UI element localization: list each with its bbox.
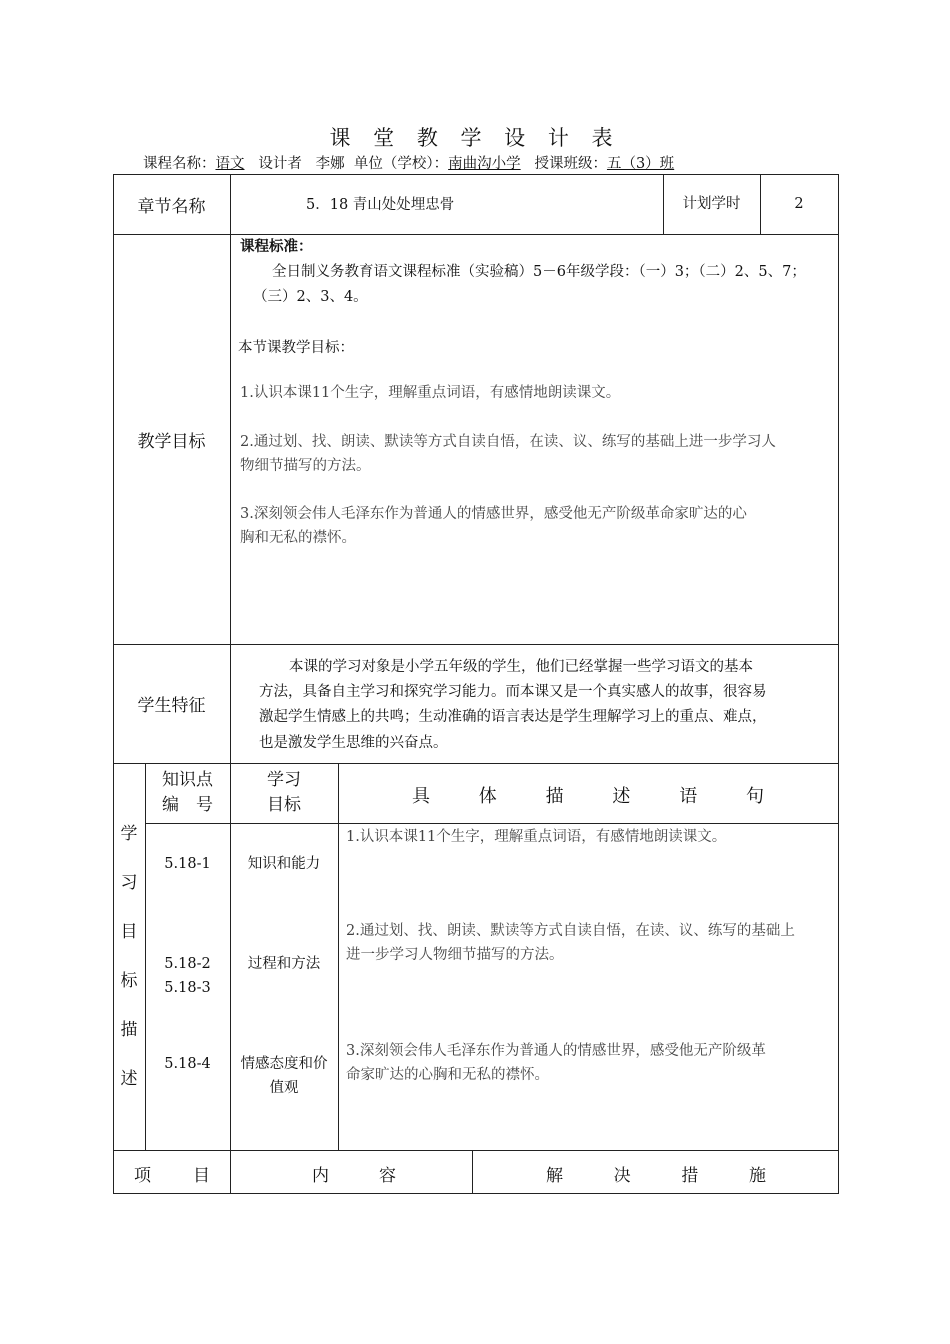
goal-type: 过程和方法 [247, 956, 321, 972]
goal-2-line-2: 物细节描写的方法。 [240, 458, 371, 474]
side-char: 述 [120, 1069, 138, 1089]
footer-char: 解 [546, 1166, 563, 1186]
course-label: 课程名称： [143, 156, 216, 172]
chapter-value: 5．18 青山处处埋忠骨 [306, 197, 455, 213]
page-title: 课 堂 教 学 设 计 表 [329, 126, 621, 150]
goal-type: 值观 [269, 1080, 299, 1096]
point-id: 5.18-1 [164, 856, 211, 872]
footer-char: 施 [748, 1166, 766, 1186]
col-header-point-line: 编 号 [162, 795, 213, 815]
students-line-4: 也是激发学生思维的兴奋点。 [259, 735, 448, 751]
goal-type: 情感态度和价 [240, 1056, 328, 1072]
side-char: 描 [120, 1020, 138, 1040]
desc-header-char: 体 [478, 786, 497, 807]
desc-header-char: 语 [679, 786, 698, 807]
desc-header-char: 句 [745, 786, 764, 807]
col-header-point [145, 768, 230, 818]
goal-3-line-2: 胸和无私的襟怀。 [240, 530, 356, 546]
students-label: 学生特征 [137, 696, 206, 716]
students-line-3: 激起学生情感上的共鸣；生动准确的语言表达是学生理解学习上的重点、难点， [259, 709, 767, 725]
col-header-point-line: 知识点 [162, 770, 213, 790]
students-line-2: 方法，具备自主学习和探究学习能力。而本课又是一个真实感人的故事，很容易 [259, 684, 767, 700]
class-label: 授课班级： [534, 156, 607, 172]
hours-label: 计划学时 [682, 196, 741, 212]
hours-value: 2 [794, 196, 804, 212]
learning-side-label [113, 810, 145, 1104]
footer-char: 项 [134, 1166, 151, 1186]
desc-line: 2.通过划、找、朗读、默读等方式自读自悟，在读、议、练写的基础上 [346, 923, 795, 939]
desc-header-char: 描 [545, 786, 564, 807]
point-id: 5.18-4 [164, 1056, 211, 1072]
col-header-goal-line: 目标 [267, 795, 301, 815]
goal-type: 知识和能力 [247, 856, 321, 872]
side-char: 习 [120, 873, 138, 893]
footer-solution-label [546, 1161, 766, 1186]
desc-line: 命家旷达的心胸和无私的襟怀。 [346, 1067, 549, 1083]
designer-label: 设计者 [258, 156, 302, 172]
standard-line-2: （三）2、3、4。 [253, 289, 368, 305]
footer-char: 决 [613, 1166, 631, 1186]
standard-line-1: 全日制义务教育语文课程标准（实验稿）5－6年级学段：（一）3；（二）2、5、7； [272, 264, 806, 280]
footer-item-label [134, 1161, 210, 1186]
objectives-label: 教学目标 [137, 431, 206, 452]
chapter-label: 章节名称 [137, 196, 206, 217]
desc-line: 进一步学习人物细节描写的方法。 [346, 947, 564, 963]
footer-content-label [312, 1161, 396, 1186]
desc-header-char: 述 [612, 786, 631, 807]
footer-char: 目 [193, 1166, 210, 1186]
side-char: 目 [120, 922, 138, 942]
footer-char: 内 [312, 1166, 329, 1186]
side-char: 标 [120, 971, 138, 991]
desc-line: 1.认识本课11个生字，理解重点词语，有感情地朗读课文。 [346, 829, 727, 845]
desc-header-char: 具 [412, 786, 430, 807]
footer-char: 措 [681, 1166, 699, 1186]
col-header-goal-line: 学习 [267, 770, 301, 790]
col-header-goal [230, 768, 338, 818]
unit-value: 南曲沟小学 [448, 156, 521, 172]
unit-label: 单位（学校）： [353, 156, 449, 172]
designer-value: 李娜 [315, 156, 345, 172]
footer-char: 容 [379, 1166, 396, 1186]
goal-2-line-1: 2.通过划、找、朗读、默读等方式自读自悟，在读、议、练写的基础上进一步学习人 [240, 434, 776, 450]
standard-heading: 课程标准： [240, 238, 313, 255]
header-info [143, 152, 674, 173]
goal-3-line-1: 3.深刻领会伟人毛泽东作为普通人的情感世界，感受他无产阶级革命家旷达的心 [240, 506, 747, 522]
point-id: 5.18-2 [164, 956, 211, 972]
desc-line: 3.深刻领会伟人毛泽东作为普通人的情感世界，感受他无产阶级革 [346, 1043, 766, 1059]
col-header-desc [412, 782, 764, 808]
goals-heading: 本节课教学目标： [238, 340, 354, 356]
side-char: 学 [120, 824, 138, 844]
class-value: 五（3）班 [606, 156, 675, 172]
goal-1: 1.认识本课11个生字，理解重点词语，有感情地朗读课文。 [240, 385, 621, 401]
course-value: 语文 [215, 156, 245, 172]
point-id: 5.18-3 [164, 980, 211, 996]
students-line-1: 本课的学习对象是小学五年级的学生，他们已经掌握一些学习语文的基本 [289, 659, 753, 675]
